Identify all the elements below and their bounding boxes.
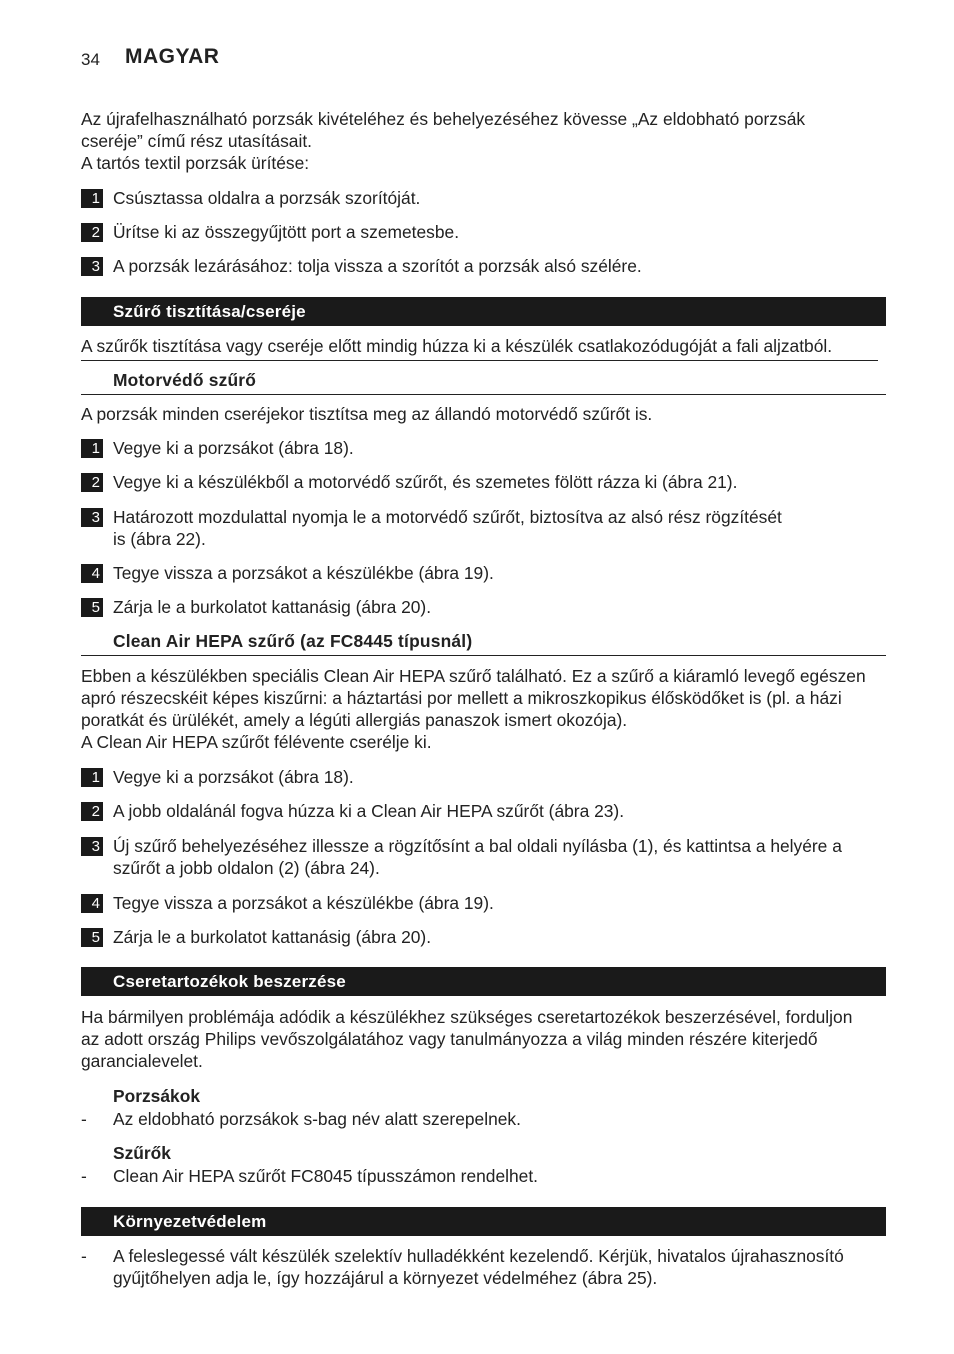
accessories-intro-line: garancialevelet.: [81, 1051, 203, 1071]
bags-label: Porzsákok: [113, 1086, 200, 1106]
intro-line: Az újrafelhasználható porzsák kivételéhez és behelyezéséhez kövesse „Az eldobható porzsák: [81, 109, 806, 129]
step-line: Új szűrő behelyezéséhez illessze a rögzítősínt a bal oldali nyílásba (1), és kattintsa a helyére a: [113, 836, 842, 856]
filters-label: Szűrők: [113, 1143, 171, 1163]
page-number: 34: [81, 50, 100, 69]
motor-filter-intro: A porzsák minden cseréjekor tisztítsa meg az állandó motorvédő szűrőt is.: [81, 404, 653, 424]
intro-line: cseréje” című rész utasításait.: [81, 131, 312, 151]
list-dash: -: [81, 1166, 87, 1186]
section-heading-filter: Szűrő tisztítása/cseréje: [81, 297, 886, 326]
accessories-intro-line: az adott ország Philips vevőszolgálatához vagy tanulmányozza a világ minden részére kiterjedő: [81, 1029, 818, 1049]
hepa-intro: [81, 665, 881, 753]
step-text: Csúsztassa oldalra a porzsák szorítóját.: [113, 188, 421, 208]
step-number: 1: [81, 439, 103, 458]
subheading-motor-filter: Motorvédő szűrő: [81, 368, 886, 395]
section-heading-accessories: Cseretartozékok beszerzése: [81, 967, 886, 996]
hepa-intro-line: Ebben a készülékben speciális Clean Air HEPA szűrő található. Ez a szűrő a kiáramló levegő egészen: [81, 666, 866, 686]
filter-warning: A szűrők tisztítása vagy cseréje előtt mindig húzza ki a készülék csatlakozódugóját a fali aljzatból.: [81, 335, 878, 361]
list-text: Clean Air HEPA szűrőt FC8045 típusszámon rendelhet.: [113, 1166, 538, 1186]
step-number: 2: [81, 223, 103, 242]
step-number: 5: [81, 928, 103, 947]
step-number: 3: [81, 837, 103, 856]
step-text: Tegye vissza a porzsákot a készülékbe (ábra 19).: [113, 893, 494, 913]
step-number: 1: [81, 768, 103, 787]
hepa-intro-line: apró részecskéit képes kiszűrni: a háztartási por mellett a mikroszkopikus élősködőket is (pl. a házi: [81, 688, 842, 708]
step-text: Zárja le a burkolatot kattanásig (ábra 20).: [113, 597, 432, 617]
step-text: Vegye ki a porzsákot (ábra 18).: [113, 438, 354, 458]
list-text: Az eldobható porzsákok s-bag név alatt szerepelnek.: [113, 1109, 521, 1129]
step-number: 4: [81, 564, 103, 583]
accessories-intro: [81, 1006, 881, 1072]
step-text: Tegye vissza a porzsákot a készülékbe (ábra 19).: [113, 563, 494, 583]
intro-paragraph: [81, 108, 881, 174]
hepa-intro-line: poratkát és ürülékét, amely a légúti allergiás panaszok ismert okozója).: [81, 710, 628, 730]
step-number: 5: [81, 598, 103, 617]
step-number: 2: [81, 473, 103, 492]
hepa-intro-line: A Clean Air HEPA szűrőt félévente cserélje ki.: [81, 732, 432, 752]
step-line: szűrőt a jobb oldalon (2) (ábra 24).: [113, 858, 380, 878]
section-heading-environment: Környezetvédelem: [81, 1207, 886, 1236]
list-dash: -: [81, 1246, 87, 1266]
step-text: A porzsák lezárásához: tolja vissza a szorítót a porzsák alsó szélére.: [113, 256, 642, 276]
step-number: 3: [81, 508, 103, 527]
step-text: Vegye ki a porzsákot (ábra 18).: [113, 767, 354, 787]
step-number: 4: [81, 894, 103, 913]
step-line: is (ábra 22).: [113, 529, 206, 549]
step-text: Ürítse ki az összegyűjtött port a szemetesbe.: [113, 222, 460, 242]
step-number: 1: [81, 189, 103, 208]
intro-line: A tartós textil porzsák ürítése:: [81, 153, 310, 173]
list-dash: -: [81, 1109, 87, 1129]
accessories-intro-line: Ha bármilyen problémája adódik a készülékhez szükséges cseretartozékok beszerzésével, forduljon: [81, 1007, 853, 1027]
list-text: [113, 1245, 883, 1289]
step-number: 2: [81, 802, 103, 821]
language-heading: MAGYAR: [125, 45, 220, 68]
subheading-hepa-filter: Clean Air HEPA szűrő (az FC8445 típusnál): [81, 629, 886, 656]
environment-line: gyűjtőhelyen adja le, így hozzájárul a környezet védelméhez (ábra 25).: [113, 1268, 658, 1288]
environment-line: A feleslegessé vált készülék szelektív hulladékként kezelendő. Kérjük, hivatalos újrahasznosító: [113, 1246, 844, 1266]
step-number: 3: [81, 257, 103, 276]
step-text: [113, 835, 883, 879]
step-line: Határozott mozdulattal nyomja le a motorvédő szűrőt, biztosítva az alsó rész rögzítését: [113, 507, 782, 527]
step-text: Vegye ki a készülékből a motorvédő szűrőt, és szemetes fölött rázza ki (ábra 21).: [113, 472, 738, 492]
step-text: [113, 506, 883, 550]
step-text: Zárja le a burkolatot kattanásig (ábra 20).: [113, 927, 432, 947]
step-text: A jobb oldalánál fogva húzza ki a Clean Air HEPA szűrőt (ábra 23).: [113, 801, 625, 821]
